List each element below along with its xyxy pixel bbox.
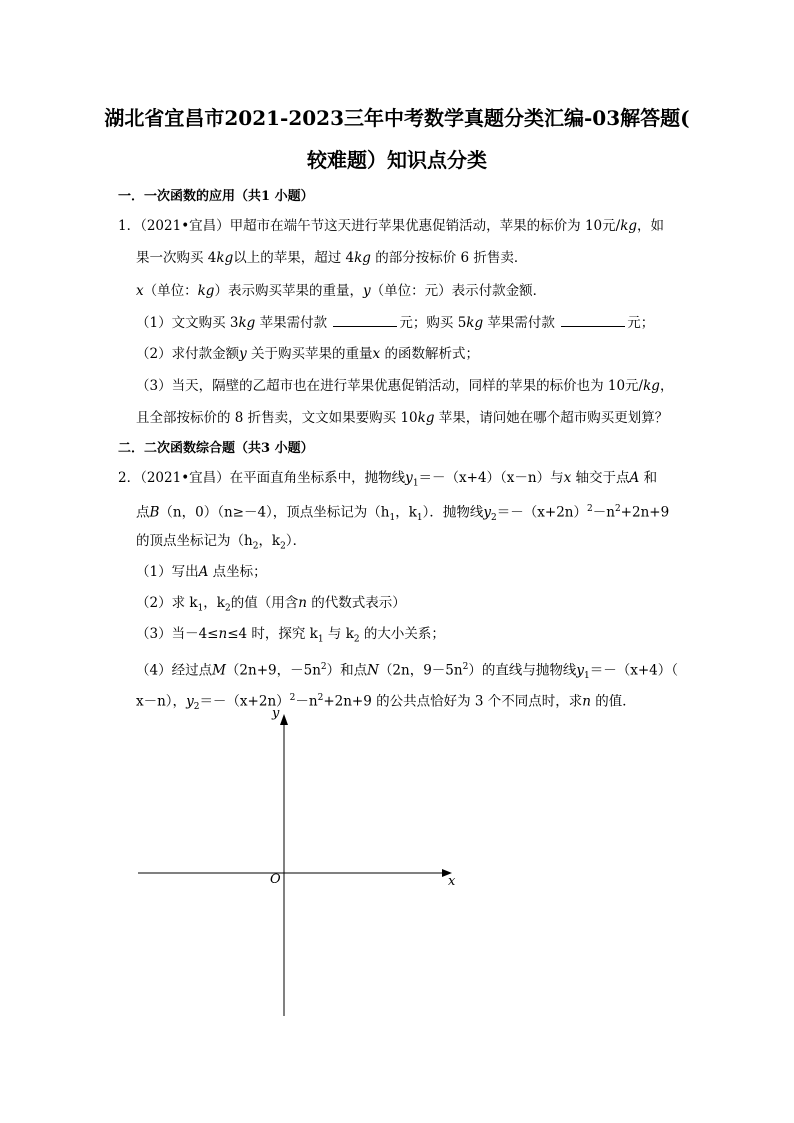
q2-text: （2n+9，－5n [225, 662, 321, 679]
q1-text: 关于购买苹果的重量 [246, 346, 373, 362]
var-y: y [483, 504, 492, 521]
q2-text: ＝－（x+4）（x－n）与 [418, 470, 564, 486]
var-y: y [576, 662, 584, 679]
q2-text: （1）写出 [136, 564, 199, 580]
q2-text: （4）经过点 [136, 662, 213, 679]
q2-text: （2n，9－5n [378, 662, 463, 679]
q2-text: ）的直线与抛物线 [468, 662, 577, 679]
q1-text: ，如 [637, 218, 665, 234]
subscript: 1 [412, 478, 419, 489]
subscript: 2 [193, 702, 200, 713]
superscript: 2 [317, 693, 324, 703]
var-x: x [136, 283, 144, 299]
origin-label: O [270, 872, 281, 887]
unit-kg: kg [620, 218, 638, 234]
subscript: 1 [583, 671, 590, 682]
q1-text: 苹果需付款 [483, 315, 555, 331]
subscript: 1 [416, 513, 423, 524]
q1-text: （1）文文购买 3 [136, 315, 239, 331]
superscript: 2 [289, 693, 296, 703]
q2-text: ）和点 [326, 662, 368, 679]
subscript: 2 [353, 634, 360, 645]
q1-text: 苹果，请问她在哪个超市购买更划算？ [434, 410, 669, 426]
q1-text: 苹果需付款 [255, 315, 328, 331]
q2-text: 的代数式表示） [306, 595, 406, 611]
q2-text: ，k [395, 504, 417, 521]
subscript: 2 [224, 603, 231, 614]
superscript: 2 [614, 504, 621, 514]
q1-text: 元；购买 5 [399, 315, 467, 331]
x-axis-label: x [448, 874, 456, 889]
q1-text: 果一次购买 4 [136, 250, 217, 266]
y-axis-label: y [272, 706, 280, 721]
unit-kg: kg [197, 283, 215, 299]
q1-text: ）表示购买苹果的重量， [214, 283, 363, 299]
subscript: 1 [197, 603, 204, 614]
q2-text: ）．抛物线 [422, 504, 484, 521]
unit-kg: kg [417, 410, 435, 426]
q1-text: 的函数解析式； [380, 346, 479, 362]
unit-kg: kg [216, 250, 234, 266]
q2-text: 点 [136, 504, 150, 521]
q2-text: 的值（用含 [230, 595, 299, 611]
var-n: n [582, 693, 591, 710]
page-title-line1: 湖北省宜昌市2021-2023三年中考数学真题分类汇编-03解答题( [104, 106, 690, 130]
q2-text: ≤4 时，探究 k [227, 626, 318, 642]
point-a: A [629, 470, 640, 486]
subscript: 1 [389, 513, 396, 524]
q2-text: ＝－（x+2n） [496, 504, 587, 521]
point-n: N [367, 662, 379, 679]
y-axis-arrow [280, 714, 288, 725]
q1-text: 元； [627, 315, 655, 331]
section-heading-2: 二．二次函数综合题（共3 小题） [118, 441, 314, 456]
q2-text: 与 k [323, 626, 354, 642]
q2-text: +2n+9 的公共点恰好为 3 个不同点时，求 [323, 693, 583, 710]
q1-text: （2）求付款金额 [136, 346, 240, 362]
q1-text: 的部分按标价 6 折售卖． [370, 250, 528, 266]
q2-text: 轴交于点 [571, 470, 630, 486]
q2-text: ，k [203, 595, 225, 611]
var-y: y [405, 470, 413, 486]
superscript: 2 [462, 662, 469, 672]
var-n: n [298, 595, 307, 611]
section-heading-1: 一．一次函数的应用（共1 小题） [118, 189, 314, 204]
unit-kg: kg [643, 378, 660, 394]
q2-text: 2．（2021•宜昌）在平面直角坐标系中，抛物线 [118, 470, 406, 486]
var-x: x [372, 346, 381, 362]
q1-text: 以上的苹果，超过 4 [233, 250, 355, 266]
q2-text: 点坐标； [208, 564, 267, 580]
unit-kg: kg [354, 250, 371, 266]
point-a: A [198, 564, 209, 580]
var-y: y [362, 283, 371, 299]
page-title-line2: 较难题）知识点分类 [307, 148, 487, 172]
point-m: M [212, 662, 226, 679]
q2-text: ）． [285, 533, 307, 549]
q1-text: （3）当天，隔壁的乙超市也在进行苹果优惠促销活动，同样的苹果的标价也为 10元/ [136, 378, 644, 394]
q1-text: 1．（2021•宜昌）甲超市在端午节这天进行苹果优惠促销活动，苹果的标价为 10元/ [118, 218, 621, 234]
q2-text: ＝－（x+2n） [199, 693, 290, 710]
q2-text: （3）当－4≤ [136, 626, 219, 642]
q2-text: 的大小关系； [359, 626, 445, 642]
q2-text: （2）求 k [136, 595, 198, 611]
var-y: y [186, 693, 194, 710]
point-b: B [149, 504, 160, 521]
q2-text: ＝－（x+4）（ [589, 662, 678, 679]
unit-kg: kg [238, 315, 256, 331]
q2-text: 和 [639, 470, 658, 486]
q2-text: （n，0）（n≥－4），顶点坐标记为（h [159, 504, 390, 521]
q1-text: ， [659, 378, 674, 394]
subscript: 2 [280, 541, 286, 552]
var-x: x [563, 470, 572, 486]
q2-text: +2n+9 [620, 504, 670, 521]
q2-text: x－n）， [136, 693, 187, 710]
q2-text: 的顶点坐标记为（h [136, 533, 253, 549]
subscript: 2 [491, 513, 497, 524]
superscript: 2 [320, 662, 327, 672]
var-y: y [239, 346, 247, 362]
var-n: n [218, 626, 228, 642]
q1-text: 且全部按标价的 8 折售卖，文文如果要购买 10 [136, 410, 418, 426]
subscript: 1 [317, 634, 324, 645]
unit-kg: kg [466, 315, 484, 331]
q2-text: 的值． [591, 693, 636, 710]
q2-text: －n [592, 504, 615, 521]
q2-text: ，k [258, 533, 281, 549]
q2-text: －n [295, 693, 318, 710]
q1-text: （单位： [143, 283, 198, 299]
superscript: 2 [587, 504, 593, 514]
subscript: 2 [252, 541, 259, 552]
q1-text: （单位：元）表示付款金额． [370, 283, 547, 299]
